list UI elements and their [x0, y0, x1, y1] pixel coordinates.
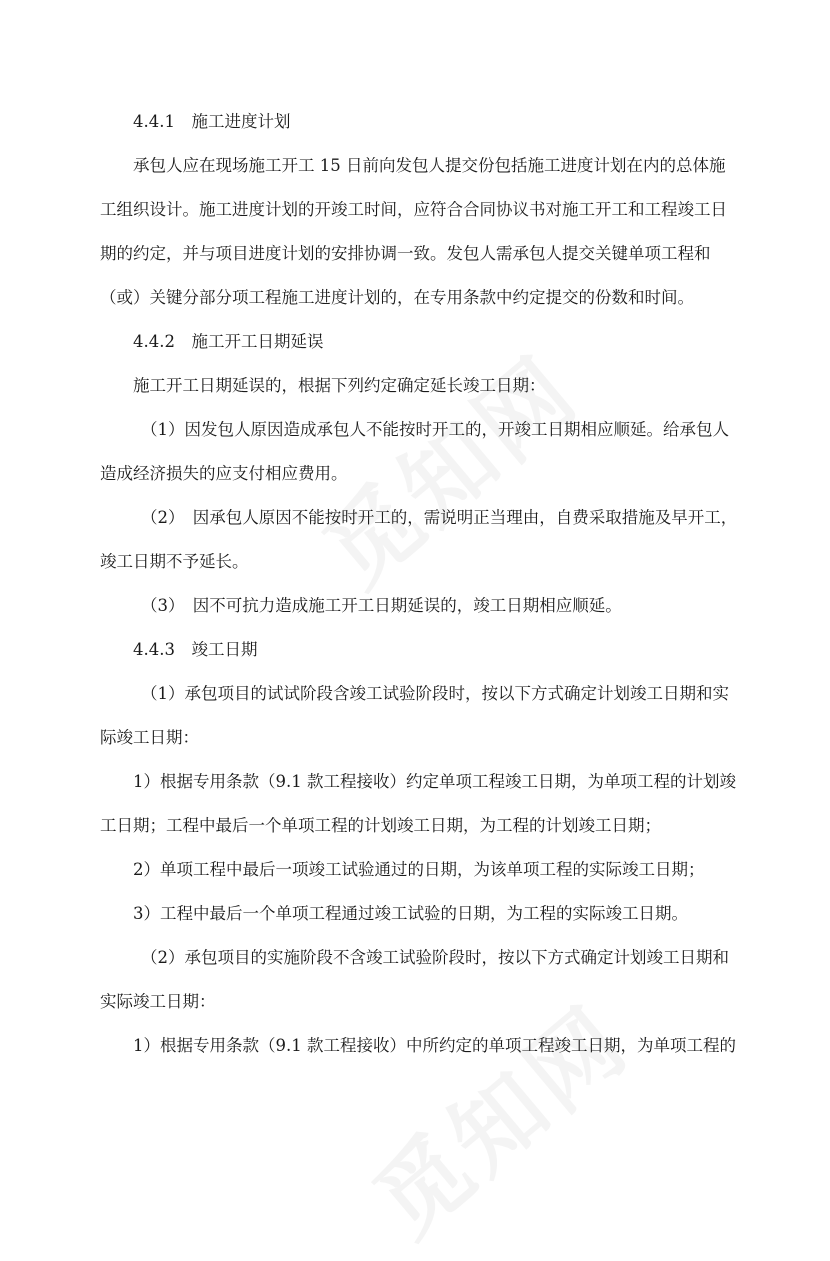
- text-line: 2）单项工程中最后一项竣工试验通过的日期，为该单项工程的实际竣工日期；: [133, 860, 705, 879]
- text-line: （1）承包项目的试试阶段含竣工试验阶段时，按以下方式确定计划竣工日期和实: [141, 684, 729, 703]
- text-line: 1）根据专用条款（9.1 款工程接收）约定单项工程竣工日期，为单项工程的计划竣: [133, 772, 736, 791]
- section-heading: 4.4.3 竣工日期: [133, 640, 258, 659]
- section-heading: 4.4.2 施工开工日期延误: [133, 332, 324, 351]
- text-line: （3） 因不可抗力造成施工开工日期延误的，竣工日期相应顺延。: [141, 596, 622, 615]
- section-heading: 4.4.1 施工进度计划: [133, 112, 291, 131]
- text-line: 1）根据专用条款（9.1 款工程接收）中所约定的单项工程竣工日期，为单项工程的: [133, 1036, 736, 1055]
- text-line: 实际竣工日期：: [100, 992, 216, 1011]
- text-line: 造成经济损失的应支付相应费用。: [100, 464, 348, 483]
- text-line: 3）工程中最后一个单项工程通过竣工试验的日期，为工程的实际竣工日期。: [133, 904, 688, 923]
- text-line: （2） 因承包人原因不能按时开工的，需说明正当理由，自费采取措施及早开工，: [141, 508, 738, 527]
- document-body: [100, 100, 738, 1068]
- text-line: 期的约定，并与项目进度计划的安排协调一致。发包人需承包人提交关键单项工程和: [100, 244, 711, 263]
- text-line: （或）关键分部分项工程施工进度计划的，在专用条款中约定提交的份数和时间。: [100, 288, 694, 307]
- text-line: 际竣工日期：: [100, 728, 199, 747]
- text-line: 竣工日期不予延长。: [100, 552, 249, 571]
- text-line: （2）承包项目的实施阶段不含竣工试验阶段时，按以下方式确定计划竣工日期和: [141, 948, 729, 967]
- text-line: 承包人应在现场施工开工 15 日前向发包人提交份包括施工进度计划在内的总体施: [133, 156, 726, 175]
- text-line: 施工开工日期延误的，根据下列约定确定延长竣工日期：: [133, 376, 546, 395]
- text-line: 工日期；工程中最后一个单项工程的计划竣工日期，为工程的计划竣工日期；: [100, 816, 661, 835]
- text-line: 工组织设计。施工进度计划的开竣工时间，应符合合同协议书对施工开工和工程竣工日: [100, 200, 727, 219]
- text-line: （1）因发包人原因造成承包人不能按时开工的，开竣工日期相应顺延。给承包人: [141, 420, 729, 439]
